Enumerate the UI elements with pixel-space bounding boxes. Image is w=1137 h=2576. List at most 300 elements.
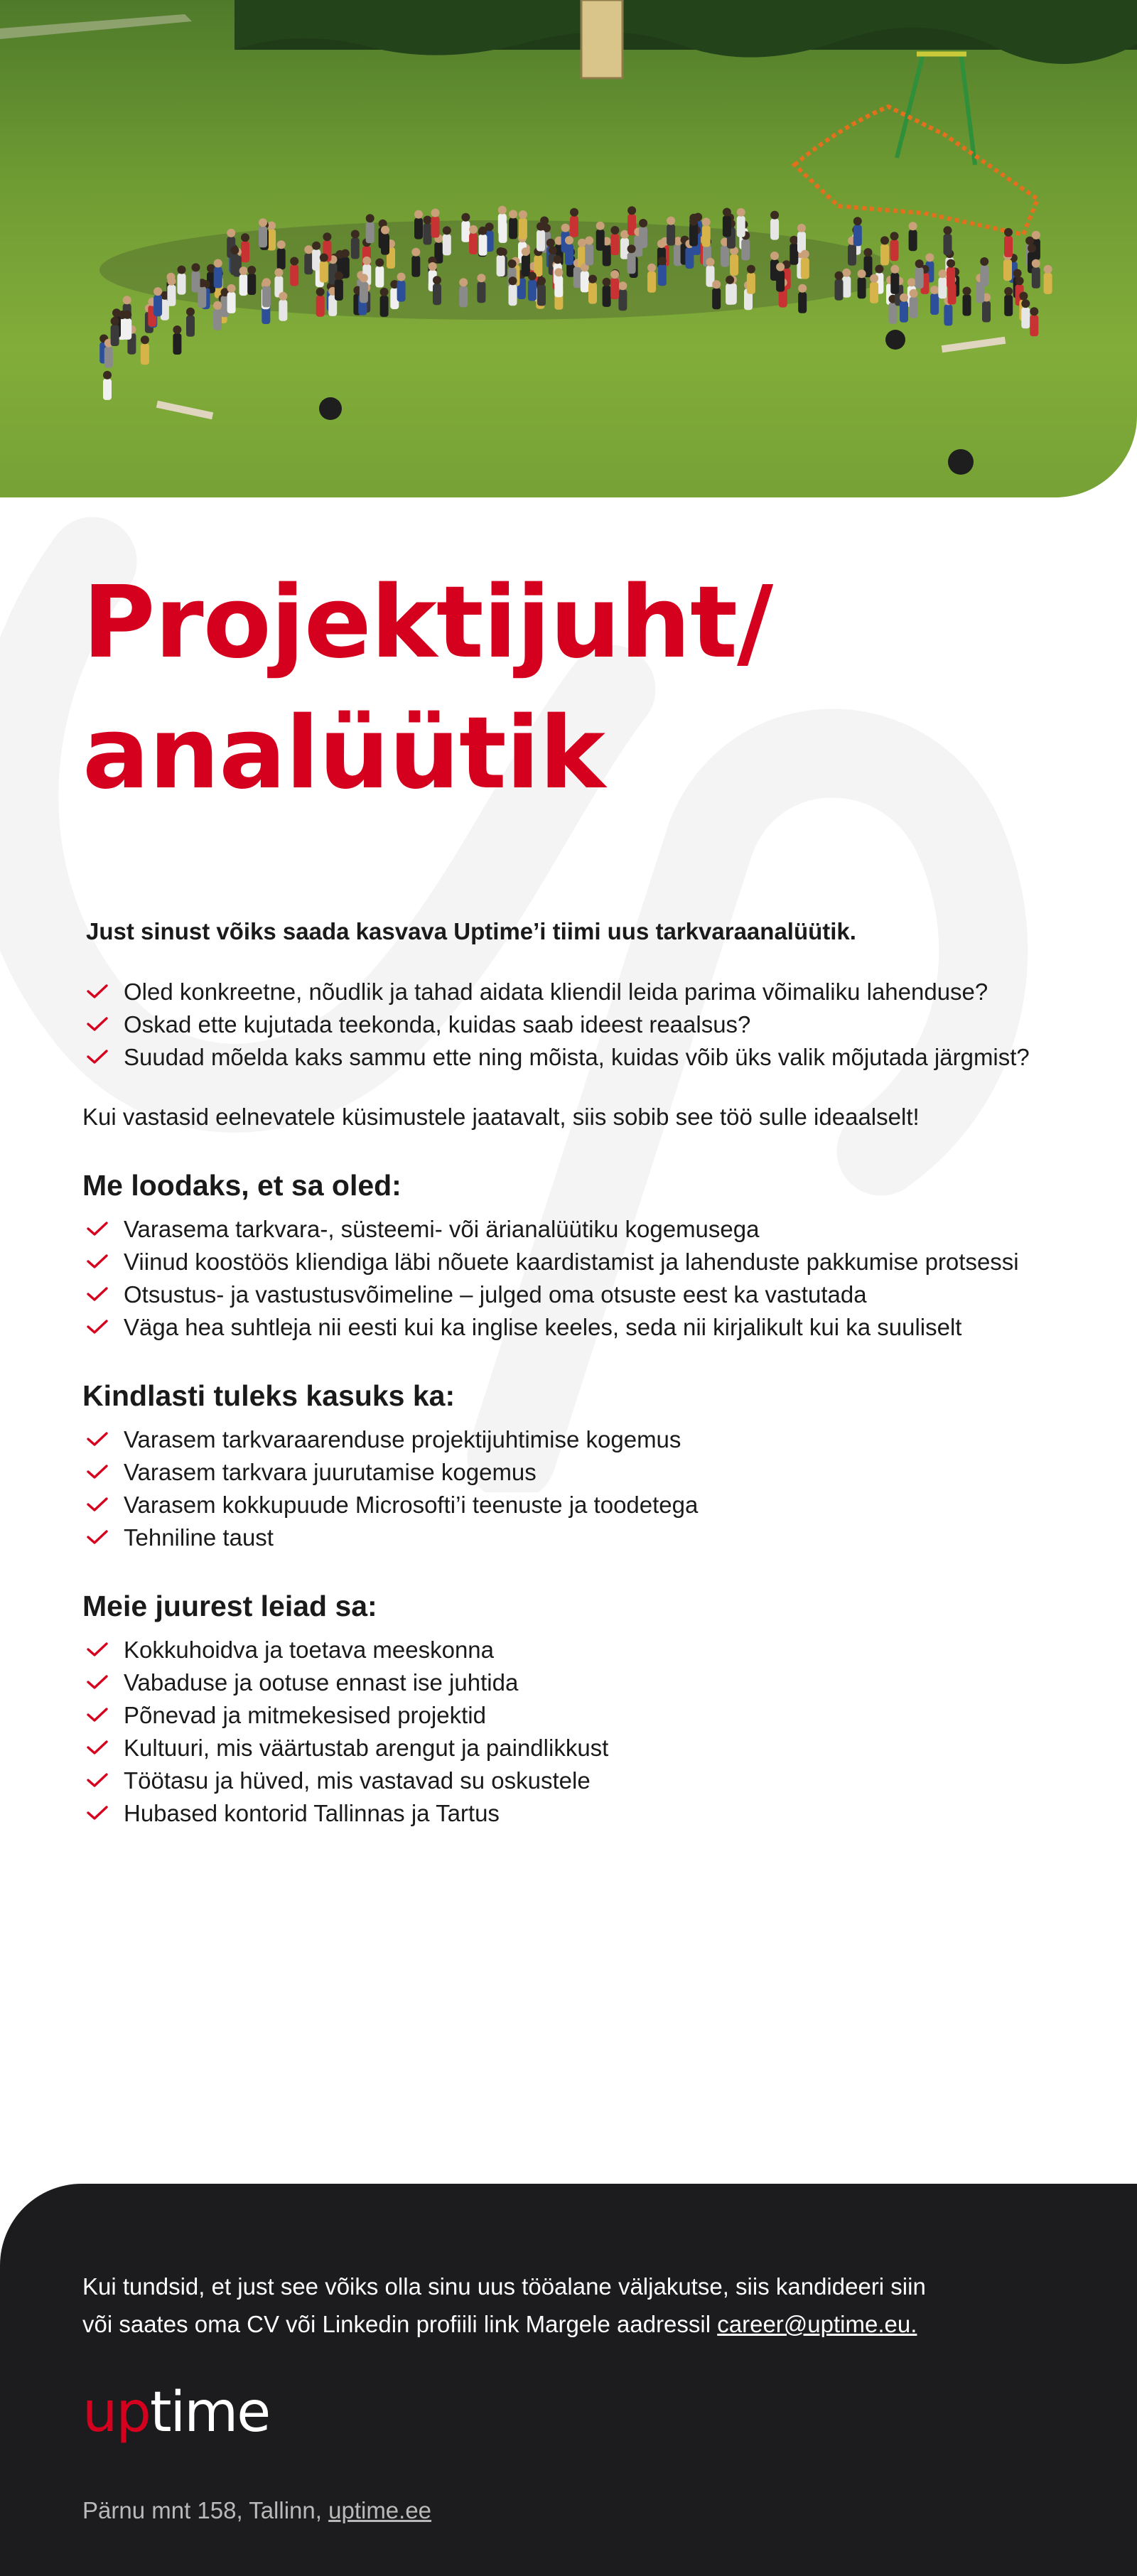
person-figure <box>431 217 440 238</box>
list-item <box>82 1008 1035 1041</box>
person-head <box>312 242 320 250</box>
person-head <box>323 232 331 241</box>
person-figure <box>944 234 952 255</box>
person-figure <box>537 230 545 252</box>
person-figure <box>610 234 619 255</box>
apply-text <box>82 2268 1006 2343</box>
footer <box>0 2184 1137 2576</box>
person-figure <box>747 273 755 294</box>
job-title-line-2: analüütik <box>82 696 605 812</box>
person-figure <box>1032 267 1040 289</box>
person-head <box>554 268 563 276</box>
person-head <box>546 239 555 247</box>
person-head <box>712 280 721 289</box>
person-figure <box>380 296 389 317</box>
answer-text: Kui vastasid eelnevatele küsimustele jaatavalt, siis sobib see töö sulle ideaalselt! <box>82 1104 920 1130</box>
person-head <box>429 262 437 271</box>
list-item <box>82 1666 1035 1699</box>
person-figure <box>776 271 785 292</box>
person-figure <box>835 279 844 301</box>
person-head <box>508 259 517 268</box>
person-figure <box>227 292 236 313</box>
person-figure <box>230 254 239 275</box>
question-text: Oskad ette kujutada teekonda, kuidas saab ideest reaalsus? <box>124 1011 751 1038</box>
person-figure <box>900 301 908 323</box>
list-item <box>82 1699 1035 1732</box>
person-head <box>627 244 636 253</box>
list-item <box>82 1213 1035 1246</box>
person-head <box>1019 292 1028 301</box>
section-heading-bonus: Kindlasti tuleks kasuks ka: <box>82 1379 456 1412</box>
person-head <box>397 273 406 281</box>
list-item <box>82 1246 1035 1278</box>
person-figure <box>853 225 862 246</box>
list-item-text: Otsustus- ja vastustusvõimeline – julged oma otsuste eest ka vastutada <box>124 1281 867 1308</box>
person-figure <box>424 224 432 245</box>
person-figure <box>741 239 750 260</box>
person-head <box>123 311 131 319</box>
person-head <box>360 274 368 282</box>
person-figure <box>798 292 807 313</box>
person-figure <box>279 300 287 321</box>
person-head <box>596 222 605 230</box>
person-head <box>835 271 844 280</box>
list-item-text: Varasem tarkvaraarenduse projektijuhtimise kogemus <box>124 1426 681 1453</box>
email-link[interactable]: career@uptime.eu. <box>717 2311 917 2337</box>
person-figure <box>123 318 131 340</box>
person-head <box>1025 237 1034 245</box>
person-head <box>230 246 239 254</box>
hero-team-photo <box>0 0 1137 497</box>
person-head <box>537 222 545 231</box>
person-figure <box>947 267 955 289</box>
person-head <box>1004 228 1013 237</box>
person-head <box>980 257 988 266</box>
person-figure <box>1021 307 1030 328</box>
person-figure <box>647 271 656 293</box>
person-figure <box>639 227 647 248</box>
person-head <box>944 226 952 235</box>
person-head <box>290 257 298 266</box>
person-figure <box>554 276 563 297</box>
person-head <box>111 317 119 325</box>
person-head <box>938 269 947 278</box>
person-figure <box>588 283 597 304</box>
question-list <box>82 976 1035 1074</box>
check-icon <box>87 1319 108 1335</box>
person-head <box>239 266 248 275</box>
person-figure <box>801 258 809 279</box>
person-head <box>647 264 656 272</box>
person-figure <box>618 289 627 311</box>
person-head <box>192 263 200 271</box>
person-head <box>798 284 807 293</box>
person-head <box>112 308 121 317</box>
person-head <box>910 289 918 298</box>
person-figure <box>528 280 537 301</box>
person-head <box>909 222 917 230</box>
person-head <box>870 274 878 283</box>
person-head <box>247 266 256 274</box>
person-head <box>381 226 389 235</box>
person-head <box>459 278 468 286</box>
check-icon <box>87 1049 108 1065</box>
person-figure <box>658 264 667 286</box>
check-icon <box>87 1221 108 1236</box>
person-figure <box>790 244 798 265</box>
person-figure <box>461 221 470 242</box>
person-head <box>509 276 517 285</box>
list-item <box>82 1489 1035 1521</box>
person-figure <box>982 301 991 323</box>
person-head <box>411 248 420 257</box>
person-head <box>737 208 745 217</box>
job-title-line-1: Projektijuht/ <box>82 565 773 681</box>
person-head <box>706 258 715 266</box>
person-figure <box>702 226 711 247</box>
list-item-text: Varasema tarkvara-, süsteemi- või ärianalüütiku kogemusega <box>124 1216 760 1242</box>
person-figure <box>930 293 939 315</box>
check-icon <box>87 983 108 999</box>
person-head <box>123 296 131 304</box>
person-head <box>842 269 851 277</box>
person-head <box>304 245 313 254</box>
bonus-list <box>82 1423 1035 1554</box>
person-figure <box>469 233 478 254</box>
person-head <box>618 281 627 290</box>
person-figure <box>842 276 851 298</box>
person-head <box>153 287 162 296</box>
list-item <box>82 1456 1035 1489</box>
check-icon <box>87 1707 108 1723</box>
person-figure <box>944 304 952 325</box>
person-head <box>227 229 235 237</box>
person-figure <box>963 295 971 316</box>
person-figure <box>247 274 256 295</box>
person-figure <box>173 333 181 355</box>
person-figure <box>192 271 200 292</box>
person-figure <box>214 267 222 289</box>
person-head <box>351 230 360 239</box>
person-head <box>890 265 899 274</box>
person-figure <box>565 244 573 265</box>
person-figure <box>433 284 441 305</box>
person-figure <box>104 347 113 368</box>
address <box>82 2496 431 2525</box>
person-head <box>1015 276 1024 285</box>
person-figure <box>186 316 195 337</box>
person-head <box>167 277 176 286</box>
person-figure <box>890 239 899 261</box>
person-head <box>853 217 862 225</box>
person-head <box>477 274 485 282</box>
list-item-text: Varasem kokkupuude Microsofti’i teenuste ja toodetega <box>124 1492 699 1518</box>
logo-text: uptime <box>82 2387 270 2445</box>
person-head <box>1004 287 1013 296</box>
person-figure <box>858 277 866 298</box>
check-icon <box>87 1529 108 1545</box>
person-head <box>461 213 470 222</box>
person-head <box>509 210 517 218</box>
person-head <box>657 239 666 248</box>
person-head <box>213 301 222 310</box>
person-head <box>930 286 939 294</box>
person-figure <box>497 255 505 276</box>
person-head <box>1030 307 1038 316</box>
person-figure <box>153 295 162 316</box>
person-head <box>858 269 866 278</box>
person-figure <box>570 216 578 237</box>
person-head <box>627 206 636 215</box>
check-icon <box>87 1642 108 1657</box>
person-head <box>561 224 570 232</box>
person-figure <box>870 282 878 303</box>
person-figure <box>723 216 731 237</box>
person-head <box>790 236 798 244</box>
check-icon <box>87 1497 108 1512</box>
person-figure <box>596 230 605 251</box>
person-head <box>880 236 889 244</box>
person-head <box>443 226 451 235</box>
person-head <box>603 278 611 286</box>
person-figure <box>980 265 988 286</box>
person-head <box>864 248 873 257</box>
list-item <box>82 1423 1035 1456</box>
person-figure <box>585 244 593 266</box>
list-item <box>82 1732 1035 1764</box>
person-head <box>565 236 573 244</box>
person-head <box>875 265 883 274</box>
person-figure <box>312 249 320 271</box>
person-figure <box>381 234 389 255</box>
person-head <box>900 293 908 302</box>
person-head <box>141 335 149 344</box>
person-figure <box>335 279 343 301</box>
person-head <box>554 255 562 264</box>
person-head <box>925 253 934 262</box>
person-figure <box>726 284 734 305</box>
person-figure <box>610 278 619 299</box>
person-figure <box>397 281 406 302</box>
list-item-text: Töötasu ja hüved, mis vastavad su oskustele <box>124 1767 591 1794</box>
person-head <box>380 288 389 296</box>
person-figure <box>103 379 112 400</box>
person-head <box>316 288 325 296</box>
person-figure <box>730 254 738 276</box>
person-figure <box>880 244 889 265</box>
person-figure <box>910 297 918 318</box>
person-head <box>890 232 899 240</box>
list-item <box>82 976 1035 1008</box>
person-head <box>770 252 779 260</box>
person-figure <box>1030 315 1038 336</box>
person-head <box>424 216 432 225</box>
person-head <box>570 208 578 217</box>
apply-text-line-1: Kui tundsid, et just see võiks olla sinu uus tööalane väljakutse, siis kandideeri siin <box>82 2273 926 2300</box>
address-text: Pärnu mnt 158, Tallinn, <box>82 2497 322 2523</box>
person-figure <box>797 232 806 253</box>
person-figure <box>478 235 487 256</box>
person-head <box>469 225 478 234</box>
person-figure <box>909 230 917 251</box>
person-head <box>478 227 487 235</box>
check-icon <box>87 1254 108 1269</box>
person-head <box>335 271 343 280</box>
person-figure <box>1004 295 1013 316</box>
person-head <box>320 254 328 262</box>
check-icon <box>87 1740 108 1755</box>
person-figure <box>111 325 119 346</box>
person-head <box>1021 299 1030 308</box>
person-figure <box>519 218 527 239</box>
person-head <box>801 250 809 259</box>
person-figure <box>627 252 636 274</box>
person-figure <box>239 274 248 296</box>
person-head <box>1013 269 1022 278</box>
person-figure <box>360 281 368 303</box>
list-item-text: Väga hea suhtleja nii eesti kui ka inglise keeles, seda nii kirjalikult kui ka suuliselt <box>124 1314 962 1340</box>
person-head <box>797 224 806 232</box>
job-posting-content <box>82 558 1035 1830</box>
person-figure <box>509 217 517 239</box>
check-icon <box>87 1016 108 1032</box>
person-head <box>274 269 283 277</box>
question-text: Oled konkreetne, nõudlik ja tahad aidata kliendil leida parima võimaliku lahenduse? <box>124 979 988 1005</box>
person-head <box>588 275 597 284</box>
uptime-logo <box>82 2387 324 2451</box>
person-figure <box>477 281 485 303</box>
person-figure <box>890 273 899 294</box>
person-figure <box>414 218 423 239</box>
person-head <box>610 226 619 235</box>
person-figure <box>277 248 286 269</box>
person-head <box>279 292 287 301</box>
person-head <box>1028 244 1036 252</box>
person-figure <box>1044 273 1052 294</box>
person-figure <box>351 238 360 259</box>
list-item-text: Tehniline taust <box>124 1524 274 1551</box>
person-figure <box>259 226 267 247</box>
person-head <box>103 371 112 379</box>
check-icon <box>87 1286 108 1302</box>
person-head <box>362 257 371 265</box>
person-figure <box>689 225 698 247</box>
person-figure <box>304 253 313 274</box>
person-head <box>519 210 527 219</box>
list-item <box>82 1278 1035 1311</box>
person-figure <box>667 225 675 246</box>
person-figure <box>320 262 328 283</box>
person-head <box>723 208 731 217</box>
website-link[interactable]: uptime.ee <box>328 2497 432 2523</box>
check-icon <box>87 1674 108 1690</box>
list-item-text: Vabaduse ja ootuse ennast ise juhtida <box>124 1669 519 1696</box>
person-head <box>726 276 734 284</box>
list-item <box>82 1764 1035 1797</box>
person-head <box>907 278 916 286</box>
section-heading-expectations: Me loodaks, et sa oled: <box>82 1169 402 1202</box>
person-figure <box>366 222 374 243</box>
check-icon <box>87 1464 108 1480</box>
person-head <box>178 266 186 274</box>
person-figure <box>262 286 271 307</box>
list-item-text: Varasem tarkvara juurutamise kogemus <box>124 1459 537 1485</box>
person-head <box>689 217 698 226</box>
person-figure <box>316 296 325 317</box>
person-head <box>658 257 667 265</box>
person-figure <box>241 241 249 262</box>
question-text: Suudad mõelda kaks sammu ette ning mõista, kuidas võib üks valik mõjutada järgmist? <box>124 1044 1030 1070</box>
person-head <box>585 237 593 245</box>
person-head <box>241 233 249 242</box>
person-figure <box>498 214 507 235</box>
person-head <box>335 250 344 259</box>
team-photo-illustration <box>0 0 1137 497</box>
person-head <box>702 218 711 227</box>
person-head <box>1032 259 1040 268</box>
job-title <box>82 558 1035 819</box>
person-head <box>431 209 440 217</box>
person-figure <box>938 277 947 298</box>
person-figure <box>411 256 420 277</box>
person-head <box>963 287 971 296</box>
person-figure <box>178 274 186 295</box>
person-head <box>227 284 236 293</box>
person-head <box>414 210 423 219</box>
person-head <box>366 214 374 222</box>
person-head <box>639 219 647 227</box>
expectations-list <box>82 1213 1035 1344</box>
person-figure <box>1004 236 1013 257</box>
person-head <box>262 278 271 286</box>
list-item <box>82 1797 1035 1830</box>
person-head <box>578 239 586 247</box>
person-head <box>259 218 267 227</box>
list-item-text: Viinud koostöös kliendiga läbi nõuete kaardistamist ja lahenduste pakkumise protsessi <box>124 1249 1019 1275</box>
check-icon <box>87 1772 108 1788</box>
list-item <box>82 1634 1035 1666</box>
person-head <box>522 247 530 256</box>
person-head <box>747 265 755 274</box>
person-head <box>1044 265 1052 274</box>
list-item-text: Kultuuri, mis väärtustab arengut ja paindlikkust <box>124 1735 609 1761</box>
person-figure <box>712 288 721 309</box>
person-figure <box>603 286 611 307</box>
person-figure <box>770 219 779 240</box>
list-item-text: Kokkuhoidva ja toetava meeskonna <box>124 1637 495 1663</box>
person-head <box>186 308 195 316</box>
list-item-text: Hubased kontorid Tallinnas ja Tartus <box>124 1800 500 1826</box>
person-head <box>667 217 675 225</box>
person-figure <box>522 255 530 276</box>
list-item-text: Põnevad ja mitmekesised projektid <box>124 1702 486 1728</box>
person-figure <box>213 309 222 330</box>
person-figure <box>737 216 745 237</box>
person-figure <box>167 285 176 306</box>
check-icon <box>87 1431 108 1447</box>
check-icon <box>87 1805 108 1821</box>
intro-text: Just sinust võiks saada kasvava Uptime’i tiimi uus tarkvaraanalüütik. <box>86 918 856 944</box>
person-figure <box>915 267 924 289</box>
offer-list <box>82 1634 1035 1830</box>
person-head <box>498 206 507 215</box>
person-head <box>433 276 441 284</box>
person-head <box>277 240 286 249</box>
person-head <box>776 263 785 271</box>
person-figure <box>848 244 856 266</box>
person-figure <box>509 284 517 306</box>
person-head <box>497 247 505 256</box>
